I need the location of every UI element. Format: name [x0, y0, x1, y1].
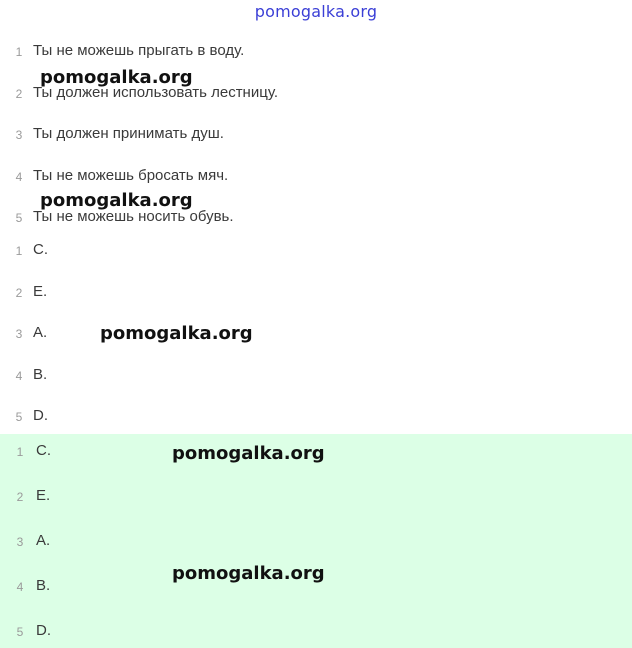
watermark: pomogalka.org: [172, 563, 325, 584]
item-number: 4: [15, 369, 23, 383]
item-number: 3: [15, 128, 23, 142]
item-text: Ты должен принимать душ.: [33, 125, 224, 142]
item-number: 2: [16, 490, 24, 504]
item-text: C.: [36, 442, 51, 459]
item-text: B.: [36, 577, 51, 594]
item-number: 2: [15, 286, 23, 300]
item-text: B.: [33, 366, 48, 383]
watermark: pomogalka.org: [100, 323, 253, 344]
item-text: Ты не можешь носить обувь.: [33, 208, 234, 225]
item-number: 3: [15, 327, 23, 341]
item-text: Ты должен использовать лестницу.: [33, 84, 278, 101]
item-text: A.: [36, 532, 51, 549]
item-number: 4: [16, 580, 24, 594]
item-text: E.: [33, 283, 48, 300]
item-number: 1: [15, 244, 23, 258]
item-number: 1: [16, 445, 24, 459]
site-header-link[interactable]: pomogalka.org: [254, 2, 378, 21]
item-number: 5: [15, 410, 23, 424]
item-text: D.: [36, 622, 51, 639]
watermark: pomogalka.org: [172, 443, 325, 464]
item-number: 1: [15, 45, 23, 59]
item-text: A.: [33, 324, 48, 341]
item-text: E.: [36, 487, 51, 504]
watermark: pomogalka.org: [40, 190, 193, 211]
item-number: 4: [15, 170, 23, 184]
item-number: 5: [16, 625, 24, 639]
item-text: Ты не можешь прыгать в воду.: [33, 42, 245, 59]
item-text: C.: [33, 241, 48, 258]
item-number: 3: [16, 535, 24, 549]
item-text: D.: [33, 407, 48, 424]
item-number: 5: [15, 211, 23, 225]
item-text: Ты не можешь бросать мяч.: [33, 167, 229, 184]
item-number: 2: [15, 87, 23, 101]
watermark: pomogalka.org: [40, 67, 193, 88]
answers-panel: [0, 434, 632, 648]
